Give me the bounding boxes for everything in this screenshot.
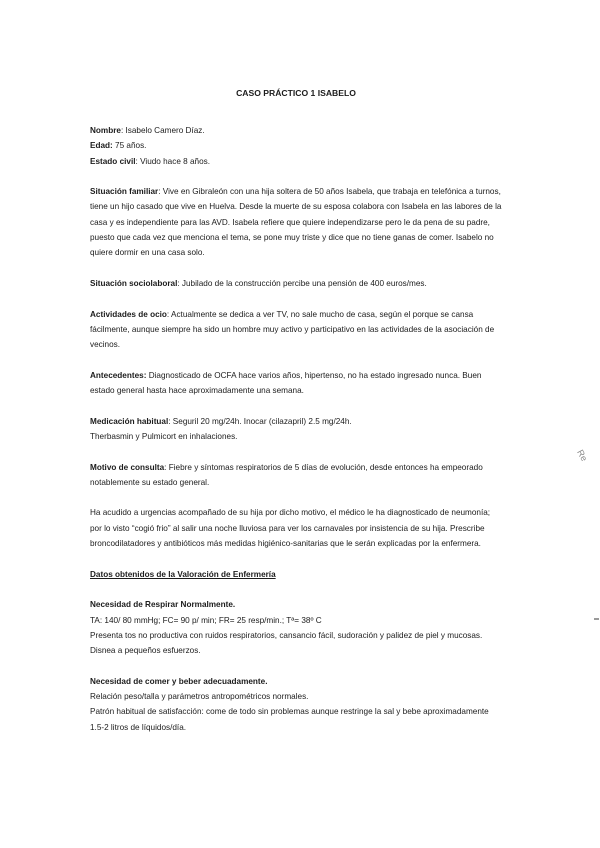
identity-age: Edad: 75 años. bbox=[90, 141, 147, 151]
breathing-need-heading: Necesidad de Respirar Normalmente. bbox=[90, 600, 236, 610]
emergency-visit-paragraph: Ha acudido a urgencias acompañado de su hija por dicho motivo, el médico le ha diagnosticado de neumonía; por lo visto “cogió frio” al salir una noche lluviosa para ver los carnavales por insistencia de su hija. Prescribe broncodilatadores y antibióticos más medidas higiénico-sanitarias que le serán explicadas por la enfermera. bbox=[90, 508, 491, 549]
adjacent-page-mark bbox=[594, 618, 599, 620]
history-paragraph: Antecedentes: Diagnosticado de OCFA hace varios años, hipertenso, no ha estado ingresado nunca. Buen estado general hasta hace aproximadamente una semana. bbox=[90, 370, 482, 396]
nursing-assessment-heading: Datos obtenidos de la Valoración de Enfermería bbox=[90, 569, 276, 579]
document-title: CASO PRÁCTICO 1 ISABELO bbox=[236, 88, 356, 98]
identity-name: Nombre: Isabelo Camero Díaz. bbox=[90, 126, 205, 135]
adjacent-page-fragment: Re bbox=[575, 448, 590, 463]
sociolabor-paragraph: Situación sociolaboral: Jubilado de la construcción percibe una pensión de 400 euros/mes. bbox=[90, 278, 427, 288]
leisure-paragraph: Actividades de ocio: Actualmente se dedica a ver TV, no sale mucho de casa, según el porque se cansa fácilmente, aunque siempre ha sido un hombre muy activo y participativo en las actividades de la asociación de vecinos. bbox=[90, 309, 495, 350]
eating-need-heading: Necesidad de comer y beber adecuadamente. bbox=[90, 676, 268, 686]
medication-paragraph: Medicación habitual: Seguril 20 mg/24h. Inocar (cilazapril) 2.5 mg/24h. bbox=[90, 416, 352, 426]
medication-line-2: Therbasmin y Pulmicort en inhalaciones. bbox=[90, 431, 238, 441]
consultation-reason-paragraph: Motivo de consulta: Fiebre y síntomas respiratorios de 5 días de evolución, desde entonces ha empeorado notablemente su estado general. bbox=[90, 462, 483, 487]
document-body bbox=[90, 86, 502, 735]
eating-line-2: Patrón habitual de satisfacción: come de todo sin problemas aunque restringe la sal y bebe aproximadamente 1.5-2 litros de líquidos/día. bbox=[90, 707, 489, 732]
family-situation-paragraph: Situación familiar: Vive en Gibraleón con una hija soltera de 50 años Isabela, que trabaja en telefónica a turnos, tiene un hijo casado que vive en Huelva. Desde la muerte de su esposa colabora con Isabela en las labores de la casa y es independiente para las AVD. Isabela refiere que quiere independizarse pero le da pena de su padre, puesto que cada vez que menciona el tema, se pone muy triste y dice que no tiene ganas de comer. Isabelo no quiere dormir en una casa solo. bbox=[90, 187, 502, 258]
identity-civil-status: Estado civil: Viudo hace 8 años. bbox=[90, 156, 211, 166]
breathing-vitals: TA: 140/ 80 mmHg; FC= 90 p/ min; FR= 25 resp/min.; Tª= 38º C bbox=[90, 615, 322, 625]
eating-line-1: Relación peso/talla y parámetros antropométricos normales. bbox=[90, 691, 309, 701]
breathing-description: Presenta tos no productiva con ruidos respiratorios, cansancio fácil, sudoración y palidez de piel y mucosas. Disnea a pequeños esfuerzos. bbox=[90, 630, 483, 656]
